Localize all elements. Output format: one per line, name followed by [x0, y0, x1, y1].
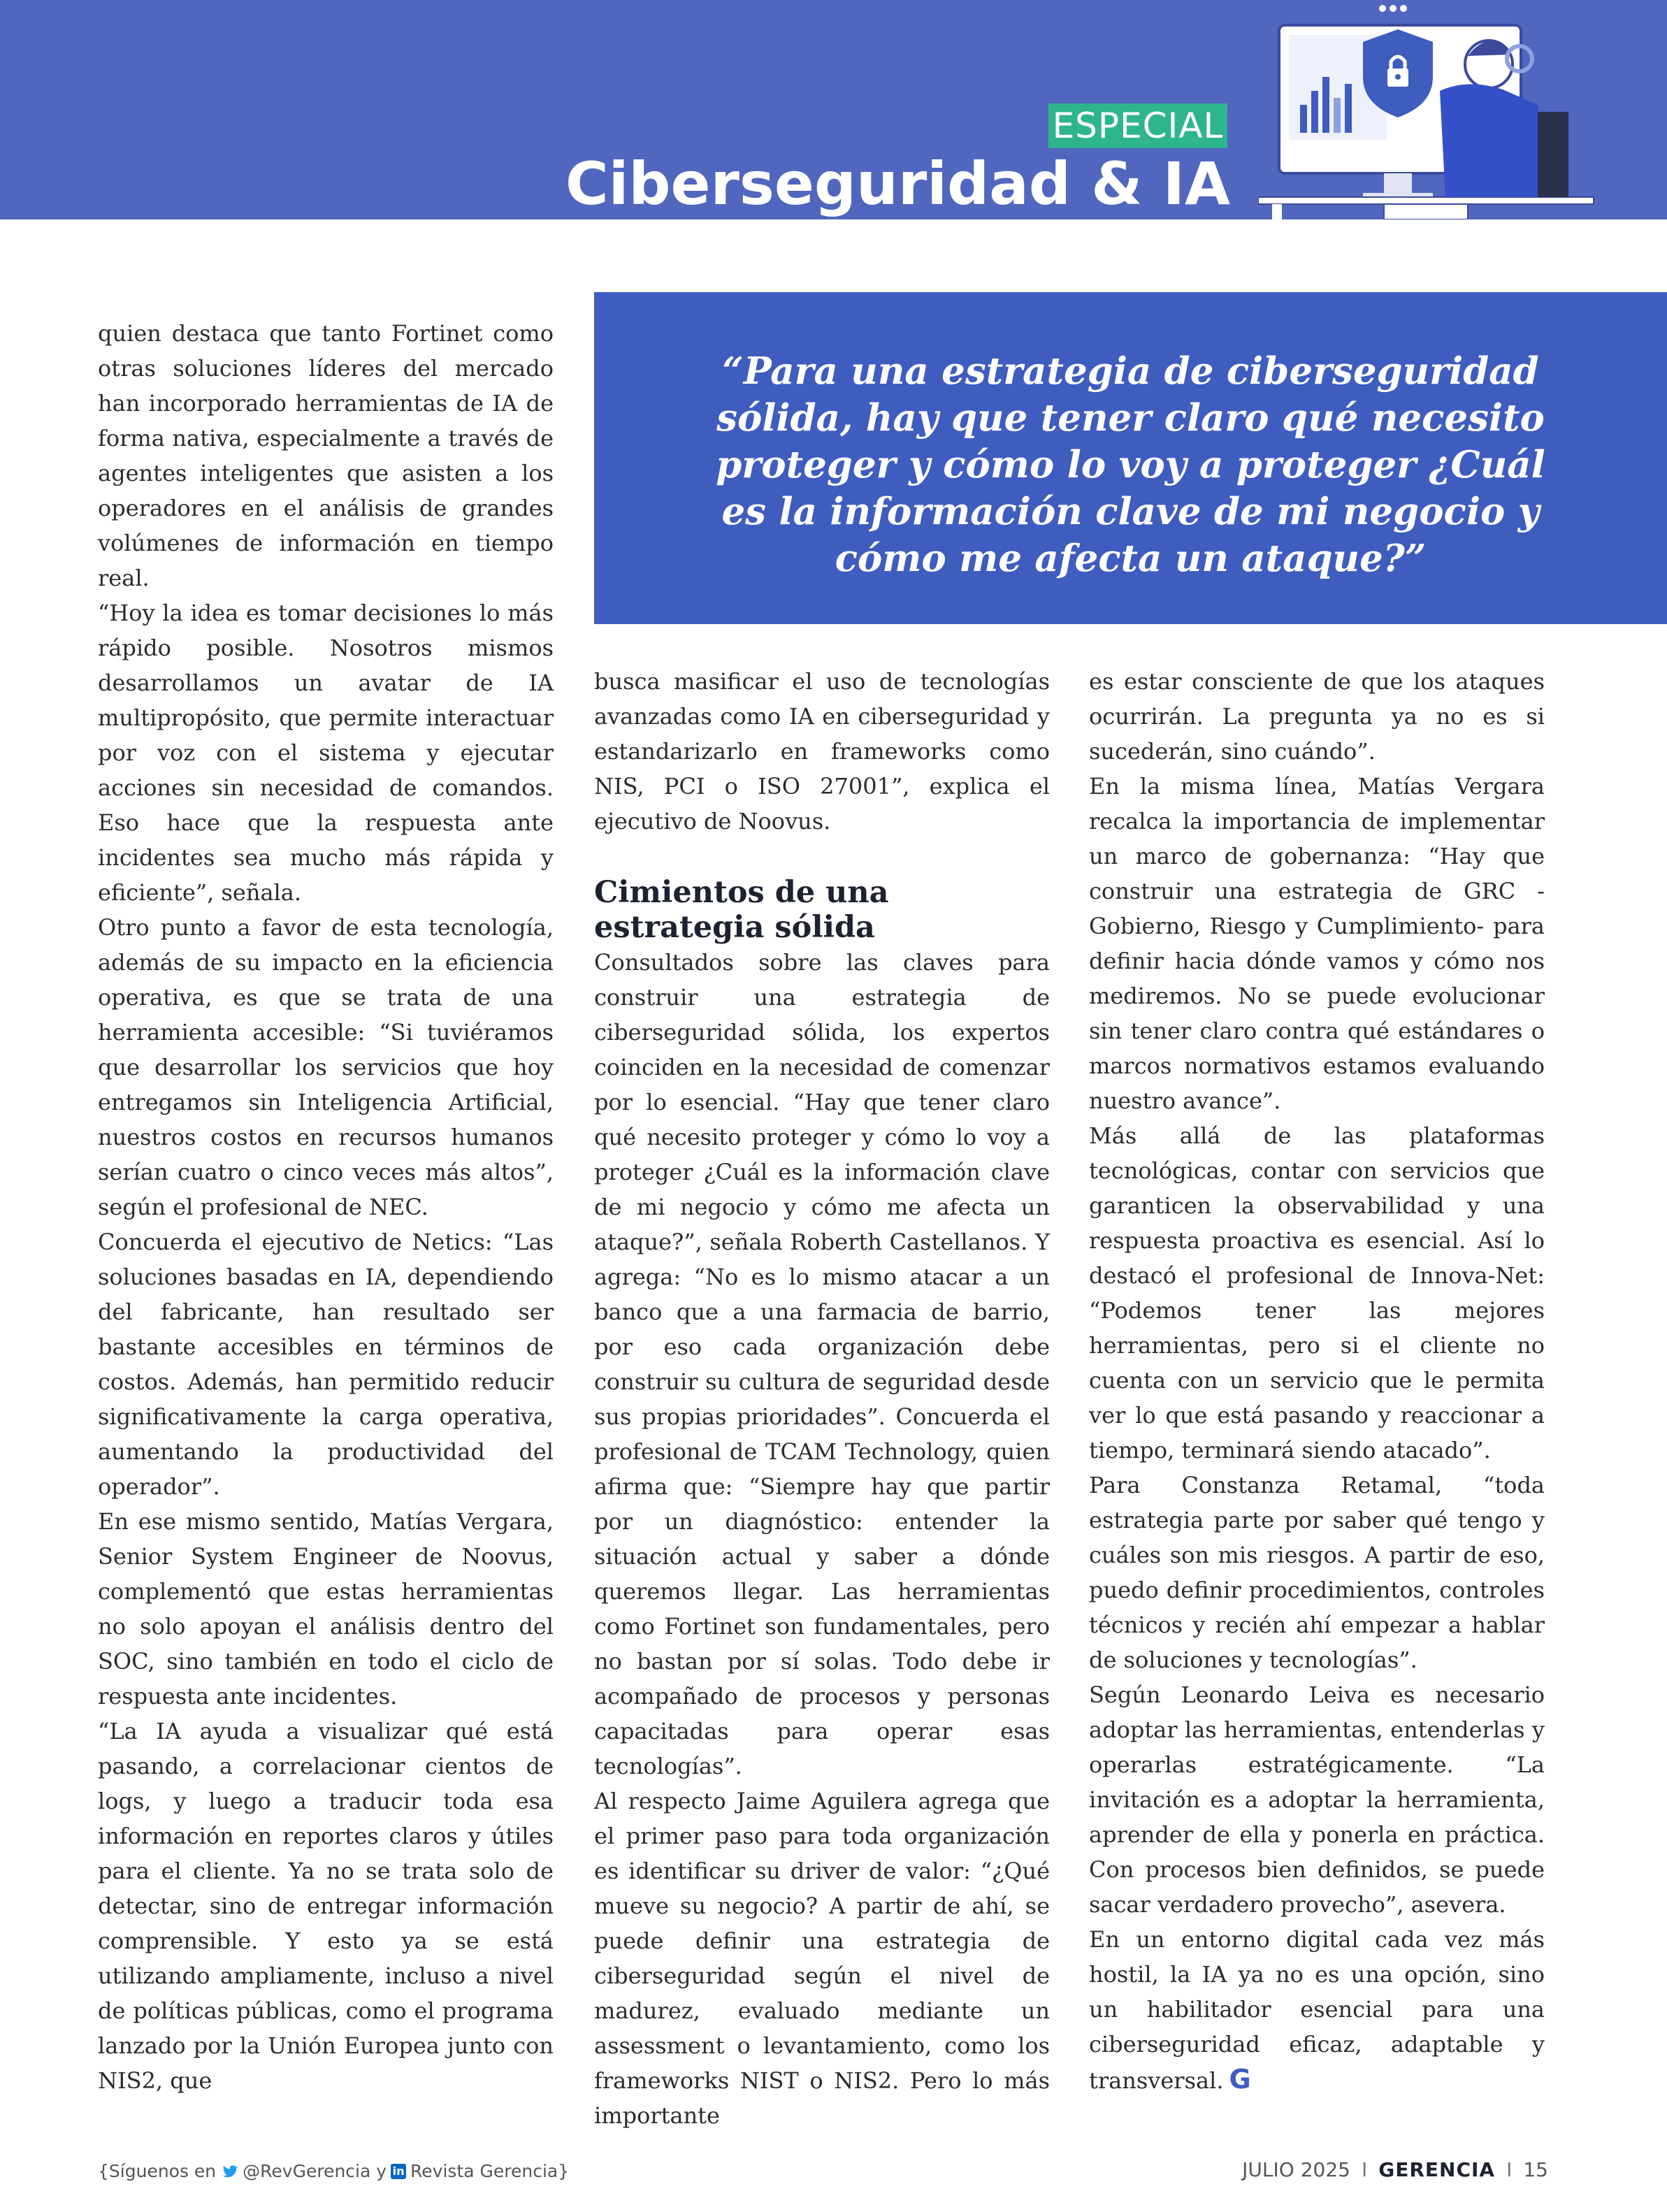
paragraph: “Hoy la idea es tomar decisiones lo más rápido posible. Nosotros mismos desarrollamos un avatar de IA multipropósito, que permite interactuar por voz con el sistema y ejecutar acciones sin necesidad de comandos. Eso hace que la respuesta ante incidentes sea mucho más rápida y eficiente”, señala.	[98, 600, 554, 906]
linkedin-icon: in	[391, 2164, 406, 2179]
paragraph	[1089, 1922, 1545, 2098]
follow-prefix: {Síguenos en	[98, 2161, 217, 2181]
section-subheading: Cimientos de una estrategia sólida	[594, 875, 889, 945]
paragraph: quien destaca que tanto Fortinet como otras soluciones líderes del mercado han incorporado herramientas de IA de forma nativa, especialmente a través de agentes inteligentes que asisten a los operadores en el análisis de grandes volúmenes de información en tiempo real.	[98, 320, 554, 591]
article-column-2	[594, 664, 1050, 2133]
end-mark-icon: G	[1229, 2064, 1251, 2095]
social-follow-line	[98, 2161, 569, 2181]
linkedin-name[interactable]: Revista Gerencia}	[410, 2161, 570, 2181]
article-column-3	[1089, 664, 1545, 2098]
paragraph: Concuerda el ejecutivo de Netics: “Las soluciones basadas en IA, dependiendo del fabricante, han resultado ser bastante accesibles en términos de costos. Además, han permitido reducir significativamente la carga operativa, aumentando la productividad del operador”.	[98, 1229, 554, 1500]
pull-quote: “Para una estrategia de ciberseguridad sólida, hay que tener claro qué necesito proteger y cómo lo voy a proteger ¿Cuál es la información clave de mi negocio y cómo me afecta un ataque?”	[716, 349, 1545, 580]
pull-quote-box	[594, 292, 1667, 624]
security-analyst-illustration-icon	[1258, 0, 1667, 219]
article-column-1	[98, 316, 554, 2098]
twitter-icon	[220, 2162, 238, 2181]
paragraph: Al respecto Jaime Aguilera agrega que el primer paso para toda organización es identificar su driver de valor: “¿Qué mueve su negocio? A partir de ahí, se puede definir una estrategia de ciberseguridad según el nivel de madurez, evaluado mediante un assessment o levantamiento, como los frameworks NIST o NIS2. Pero lo más importante	[594, 1788, 1050, 2129]
page-number: 15	[1523, 2158, 1548, 2181]
magazine-name: GERENCIA	[1378, 2158, 1496, 2181]
page-footer	[1242, 2158, 1548, 2181]
paragraph: Consultados sobre las claves para construir una estrategia de ciberseguridad sólida, los expertos coinciden en la necesidad de comenzar por lo esencial. “Hay que tener claro qué necesito proteger y cómo lo voy a proteger ¿Cuál es la información clave de mi negocio y cómo me afecta un ataque?”, señala Roberth Castellanos. Y agrega: “No es lo mismo atacar a un banco que a una farmacia de barrio, por eso cada organización debe construir su cultura de seguridad desde sus propias prioridades”. Concuerda el profesional de TCAM Technology, quien afirma que: “Siempre hay que partir por un diagnóstico: entender la situación actual y saber a dónde queremos llegar. Las herramientas como Fortinet son fundamentales, pero no bastan por sí solas. Todo debe ir acompañado de procesos y personas capacitadas para operar esas tecnologías”.	[594, 949, 1050, 1779]
closing-paragraph-text: En un entorno digital cada vez más hostil, la IA ya no es una opción, sino un habilitador esencial para una ciberseguridad eficaz, adaptable y transversal.	[1089, 1926, 1545, 2094]
header-band	[0, 0, 1667, 219]
paragraph: es estar consciente de que los ataques ocurrirán. La pregunta ya no es si sucederán, sino cuándo”.	[1089, 668, 1545, 765]
paragraph: En la misma línea, Matías Vergara recalca la importancia de implementar un marco de gobernanza: “Hay que construir una estrategia de GRC -Gobierno, Riesgo y Cumplimiento- para definir hacia dónde vamos y cómo nos mediremos. No se puede evolucionar sin tener claro contra qué estándares o marcos normativos estamos evaluando nuestro avance”.	[1089, 773, 1545, 1114]
section-badge: ESPECIAL	[1048, 103, 1227, 148]
paragraph: “La IA ayuda a visualizar qué está pasando, a correlacionar cientos de logs, y luego a traducir toda esa información en reportes claros y útiles para el cliente. Ya no se trata solo de detectar, sino de entregar información comprensible. Y esto ya se está utilizando ampliamente, incluso a nivel de políticas públicas, como el programa lanzado por la Unión Europea junto con NIS2, que	[98, 1718, 554, 2094]
paragraph: Más allá de las plataformas tecnológicas, contar con servicios que garanticen la observabilidad y una respuesta proactiva es esencial. Así lo destacó el profesional de Innova-Net: “Podemos tener las mejores herramientas, pero si el cliente no cuenta con un servicio que le permita ver lo que está pasando y reaccionar a tiempo, terminará siendo atacado”.	[1089, 1122, 1545, 1463]
paragraph: Según Leonardo Leiva es necesario adoptar las herramientas, entenderlas y operarlas estratégicamente. “La invitación es a adoptar la herramienta, aprender de ella y ponerla en práctica. Con procesos bien definidos, se puede sacar verdadero provecho”, asevera.	[1089, 1682, 1545, 1918]
paragraph: busca masificar el uso de tecnologías avanzadas como IA en ciberseguridad y estandarizarlo en frameworks como NIS, PCI o ISO 27001”, explica el ejecutivo de Noovus.	[594, 668, 1050, 834]
paragraph: Otro punto a favor de esta tecnología, además de su impacto en la eficiencia operativa, es que se trata de una herramienta accesible: “Si tuviéramos que desarrollar los servicios que hoy entregamos sin Inteligencia Artificial, nuestros costos en recursos humanos serían cuatro o cinco veces más altos”, según el profesional de NEC.	[98, 914, 554, 1220]
footer-separator: I	[1361, 2158, 1368, 2181]
section-title: Ciberseguridad & IA	[565, 150, 1230, 218]
paragraph: Para Constanza Retamal, “toda estrategia parte por saber qué tengo y cuáles son mis riesgos. A partir de eso, puedo definir procedimientos, controles técnicos y recién ahí empezar a hablar de soluciones y tecnologías”.	[1089, 1472, 1545, 1673]
issue-date: JULIO 2025	[1242, 2158, 1350, 2181]
footer-separator: I	[1506, 2158, 1513, 2181]
twitter-handle[interactable]: @RevGerencia y	[243, 2161, 387, 2181]
paragraph: En ese mismo sentido, Matías Vergara, Senior System Engineer de Noovus, complementó que estas herramientas no solo apoyan el análisis dentro del SOC, sino también en todo el ciclo de respuesta ante incidentes.	[98, 1508, 554, 1709]
